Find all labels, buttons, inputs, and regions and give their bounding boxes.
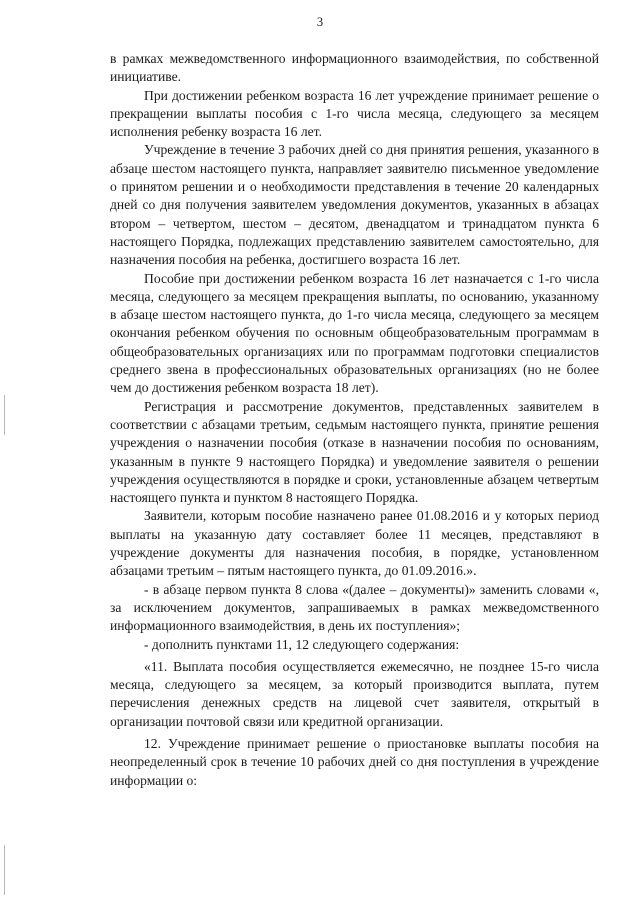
page-number: 3: [316, 15, 324, 29]
paragraph-applicants-2016: Заявители, которым пособие назначено ранее 01.08.2016 и у которых период выплаты на указанную дату составляет более 11 месяцев, представляют в учреждение документы для назначения пособия, в порядке, установленном абзацами третьим – пятым настоящего пункта, до 01.09.2016.».: [110, 508, 599, 579]
paragraph-benefit-assignment: Пособие при достижении ребенком возраста 16 лет назначается с 1-го числа месяца, следующего за месяцем прекращения выплаты, по основанию, указанному в абзаце шестом настоящего пункта, до 1-го числа месяца, следующего за месяцем окончания ребенком обучения по основным общеобразовательным программам в общеобразовательных организациях или по программам подготовки специалистов среднего звена в профессиональных образовательных организациях (но не более чем до достижения ребенком возраста 18 лет).: [110, 270, 599, 396]
paragraph-continuation: в рамках межведомственного информационного взаимодействия, по собственной инициативе.: [110, 51, 599, 85]
list-item-add-clauses: - дополнить пунктами 11, 12 следующего содержания:: [144, 636, 460, 652]
paragraph-notification: Учреждение в течение 3 рабочих дней со дня принятия решения, указанного в абзаце шестом настоящего пункта, направляет заявителю письменное уведомление о принятом решении и о необходимости представления в течение 20 календарных дней со дня получения заявителем уведомления документов, указанных в абзацах втором – четвертом, шестом – десятом, двенадцатом и тринадцатом пункта 6 настоящего Порядка, подлежащих представлению заявителем самостоятельно, для назначения пособия на ребенка, достигшего возраста 16 лет.: [110, 142, 599, 268]
scan-edge-mark-top: [4, 395, 5, 435]
paragraph-clause-12: 12. Учреждение принимает решение о приостановке выплаты пособия на неопределенный срок в течение 10 рабочих дней со дня поступления в учреждение информации о:: [110, 735, 599, 788]
document-body: [110, 50, 599, 790]
paragraph-age-16-termination: При достижении ребенком возраста 16 лет учреждение принимает решение о прекращении выплаты пособия с 1-го числа месяца, следующего за месяцем исполнения ребенку возраста 16 лет.: [110, 87, 599, 140]
list-item-clause-8: - в абзаце первом пункта 8 слова «(далее – документы)» заменить словами «, за исключением документов, запрашиваемых в рамках межведомственного информационного взаимодействия, в день их поступления»;: [110, 581, 599, 634]
paragraph-clause-11: «11. Выплата пособия осуществляется ежемесячно, не позднее 15-го числа месяца, следующего за месяцем, за который производится выплата, путем перечисления денежных средств на лицевой счет заявителя, открытый в организации почтовой связи или кредитной организации.: [110, 658, 599, 729]
scan-edge-mark-bottom: [4, 845, 5, 895]
paragraph-registration: Регистрация и рассмотрение документов, представленных заявителем в соответствии с абзацами третьим, седьмым настоящего пункта, принятие решения учреждения о назначении пособия (отказе в назначении пособия по основаниям, указанным в пункте 9 настоящего Порядка) и уведомление заявителя о решении учреждения осуществляются в порядке и сроки, установленные абзацем четвертым настоящего пункта и пунктом 8 настоящего Порядка.: [110, 398, 599, 506]
